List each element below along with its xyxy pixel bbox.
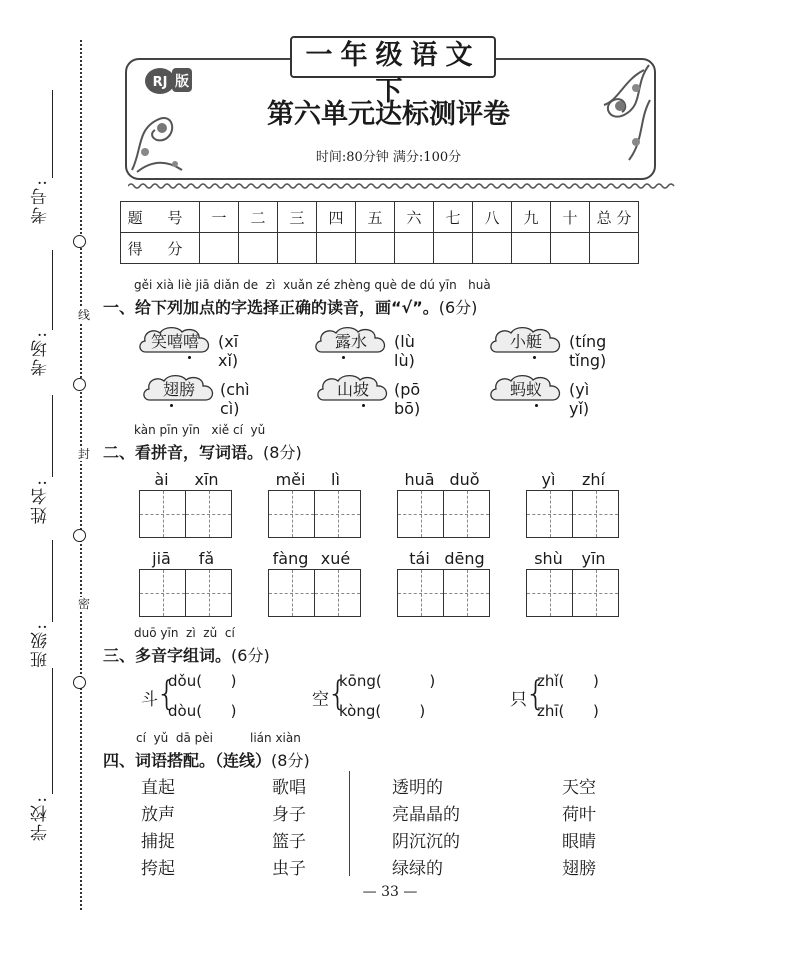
score-table-cell: 总 分	[590, 202, 639, 233]
score-input-cell[interactable]	[239, 233, 278, 264]
q2-title-text: 二、看拼音，写词语。	[103, 443, 264, 462]
polyphone-option[interactable]: dòu( )	[168, 702, 237, 720]
score-table-cell: 七	[434, 202, 473, 233]
q1-word: 山坡	[336, 380, 369, 399]
match-word[interactable]: 篮子	[272, 832, 306, 852]
score-input-cell[interactable]	[395, 233, 434, 264]
polyphone-char: 空	[312, 690, 329, 710]
q2-pinyin-syllable: shù	[534, 549, 563, 568]
polyphone-char: 斗	[141, 690, 158, 710]
match-word[interactable]: 歌唱	[272, 778, 306, 798]
polyphone-option[interactable]: zhǐ( )	[537, 672, 599, 690]
q2-title	[103, 440, 302, 463]
emphasis-dot	[533, 356, 536, 359]
tianzige-box[interactable]	[139, 569, 232, 617]
side-label-exam-number: 考号:	[31, 178, 51, 224]
q3-score: (6分)	[231, 646, 270, 665]
match-word[interactable]: 捕捉	[141, 832, 175, 852]
match-word[interactable]: 荷叶	[562, 805, 596, 825]
q3-pinyin: duō yīn zì zǔ cí	[134, 626, 235, 640]
q1-options[interactable]: (xī xǐ)	[218, 332, 239, 370]
side-label-name: 姓名:	[31, 478, 51, 524]
brace-glyph: {	[156, 674, 178, 714]
score-input-cell[interactable]	[473, 233, 512, 264]
emphasis-dot	[188, 356, 191, 359]
match-word[interactable]: 直起	[141, 778, 175, 798]
name-line	[52, 395, 53, 477]
seal-char-seal: 封	[78, 447, 91, 461]
exam-room-line	[52, 250, 53, 330]
side-label-school: 学校:	[31, 795, 51, 841]
seal-circle	[73, 378, 86, 391]
school-line	[52, 668, 53, 794]
tianzige-box[interactable]	[139, 490, 232, 538]
score-input-cell[interactable]	[590, 233, 639, 264]
score-input-cell[interactable]	[512, 233, 551, 264]
side-label-class: 班级:	[31, 622, 51, 668]
q2-pinyin-syllable: xué	[320, 549, 351, 568]
emphasis-dot	[535, 404, 538, 407]
q1-options[interactable]: (tíng tǐng)	[569, 332, 607, 370]
seal-dotted-line	[80, 40, 82, 910]
match-word[interactable]: 阴沉沉的	[392, 832, 460, 852]
q1-options[interactable]: (pō bō)	[394, 380, 421, 418]
badge-rj-text: RJ	[152, 75, 168, 90]
score-input-cell[interactable]	[434, 233, 473, 264]
q1-word: 笑嘻嘻	[150, 332, 199, 351]
q4-pinyin: cí yǔ dā pèi	[136, 731, 214, 745]
q2-pinyin-syllable: xīn	[194, 470, 219, 489]
polyphone-option[interactable]: dǒu( )	[168, 672, 237, 690]
tianzige-box[interactable]	[397, 490, 490, 538]
tianzige-box[interactable]	[526, 569, 619, 617]
emphasis-dot	[342, 356, 345, 359]
time-score-info: 时间:80分钟 满分:100分	[315, 150, 462, 165]
match-divider	[349, 771, 350, 876]
wavy-divider	[128, 182, 676, 190]
q2-pinyin-syllable: yì	[541, 470, 556, 489]
score-table-cell: 九	[512, 202, 551, 233]
class-line	[52, 540, 53, 622]
match-word[interactable]: 天空	[562, 778, 596, 798]
badge-ban-text: 版	[175, 74, 189, 90]
q2-pinyin-syllable: zhí	[582, 470, 605, 489]
polyphone-option[interactable]: kòng( )	[339, 702, 426, 720]
q2-pinyin-syllable: lì	[331, 470, 340, 489]
score-input-cell[interactable]	[317, 233, 356, 264]
match-word[interactable]: 身子	[272, 805, 306, 825]
match-word[interactable]: 挎起	[141, 859, 175, 879]
match-word[interactable]: 虫子	[272, 859, 306, 879]
score-table-cell: 六	[395, 202, 434, 233]
q2-pinyin-syllable: tái	[409, 549, 430, 568]
q2-pinyin-syllable: jiā	[152, 549, 171, 568]
q2-pinyin-syllable: duǒ	[449, 470, 480, 489]
q1-score: (6分)	[438, 298, 478, 317]
tianzige-box[interactable]	[268, 490, 361, 538]
q3-title	[103, 643, 270, 666]
q1-options[interactable]: (chì cì)	[220, 380, 250, 418]
page-number: — 33 —	[362, 884, 418, 900]
score-table-cell: 题 号	[121, 202, 200, 233]
score-input-cell[interactable]	[551, 233, 590, 264]
seal-char-line: 线	[78, 308, 91, 322]
seal-circle	[73, 676, 86, 689]
q2-pinyin: kàn pīn yīn xiě cí yǔ	[134, 423, 266, 437]
q3-title-text: 三、多音字组词。	[103, 646, 232, 665]
q2-pinyin-syllable: fàng	[272, 549, 309, 568]
match-word[interactable]: 翅膀	[562, 859, 596, 879]
score-table-cell: 一	[200, 202, 239, 233]
q2-pinyin-syllable: huā	[404, 470, 435, 489]
q1-options[interactable]: (yì yǐ)	[569, 380, 590, 418]
q1-word: 翅膀	[162, 380, 195, 399]
polyphone-option[interactable]: zhī( )	[537, 702, 599, 720]
q2-pinyin-syllable: yīn	[581, 549, 606, 568]
q1-word: 小艇	[509, 332, 542, 351]
score-table-cell: 得 分	[121, 233, 200, 264]
seal-circle	[73, 529, 86, 542]
q1-options[interactable]: (lù lù)	[394, 332, 415, 370]
score-table-cell: 八	[473, 202, 512, 233]
q1-word: 露水	[334, 332, 367, 351]
brace-glyph: {	[525, 674, 547, 714]
q2-pinyin-syllable: měi	[275, 470, 306, 489]
polyphone-char: 只	[510, 690, 527, 710]
grade-banner: 一年级语文下	[290, 36, 496, 78]
q2-pinyin-syllable: fǎ	[198, 549, 215, 568]
score-table-cell: 十	[551, 202, 590, 233]
match-word[interactable]: 绿绿的	[392, 859, 443, 879]
seal-circle	[73, 235, 86, 248]
polyphone-option[interactable]: kōng( )	[339, 672, 436, 690]
q4-title	[103, 748, 310, 771]
q2-pinyin-syllable: ài	[154, 470, 169, 489]
q1-pinyin: gěi xià liè jiā diǎn de zì xuǎn zé zhèng què de dú yīn huà	[134, 278, 491, 292]
q1-word: 蚂蚁	[509, 380, 542, 399]
score-table-cell: 四	[317, 202, 356, 233]
match-word[interactable]: 放声	[141, 805, 175, 825]
q1-title-text: 一、给下列加点的字选择正确的读音，画“√”。	[103, 298, 439, 317]
score-table-cell: 三	[278, 202, 317, 233]
emphasis-dot	[170, 404, 173, 407]
score-table	[120, 201, 639, 264]
q2-pinyin-syllable: dēng	[444, 549, 485, 568]
emphasis-dot	[362, 404, 365, 407]
page-title: 第六单元达标测评卷	[267, 99, 510, 130]
score-input-cell[interactable]	[278, 233, 317, 264]
match-word[interactable]: 透明的	[392, 778, 443, 798]
score-input-cell[interactable]	[356, 233, 395, 264]
tianzige-box[interactable]	[397, 569, 490, 617]
score-table-header-row	[121, 202, 639, 233]
score-input-cell[interactable]	[200, 233, 239, 264]
seal-char-secret: 密	[78, 597, 91, 611]
side-label-exam-room: 考场:	[31, 330, 51, 376]
exam-number-line	[52, 90, 53, 178]
score-table-cell: 五	[356, 202, 395, 233]
tianzige-box[interactable]	[268, 569, 361, 617]
q2-score: (8分)	[263, 443, 302, 462]
score-table-cell: 二	[239, 202, 278, 233]
match-word[interactable]: 眼睛	[562, 832, 596, 852]
tianzige-box[interactable]	[526, 490, 619, 538]
match-word[interactable]: 亮晶晶的	[392, 805, 460, 825]
q4-score: (8分)	[271, 751, 310, 770]
q4-title-text: 四、词语搭配。（连线）	[103, 751, 272, 770]
q4-pinyin: lián xiàn	[250, 731, 301, 745]
brace-glyph: {	[327, 674, 349, 714]
q1-title	[103, 295, 477, 318]
score-table-score-row	[121, 233, 639, 264]
